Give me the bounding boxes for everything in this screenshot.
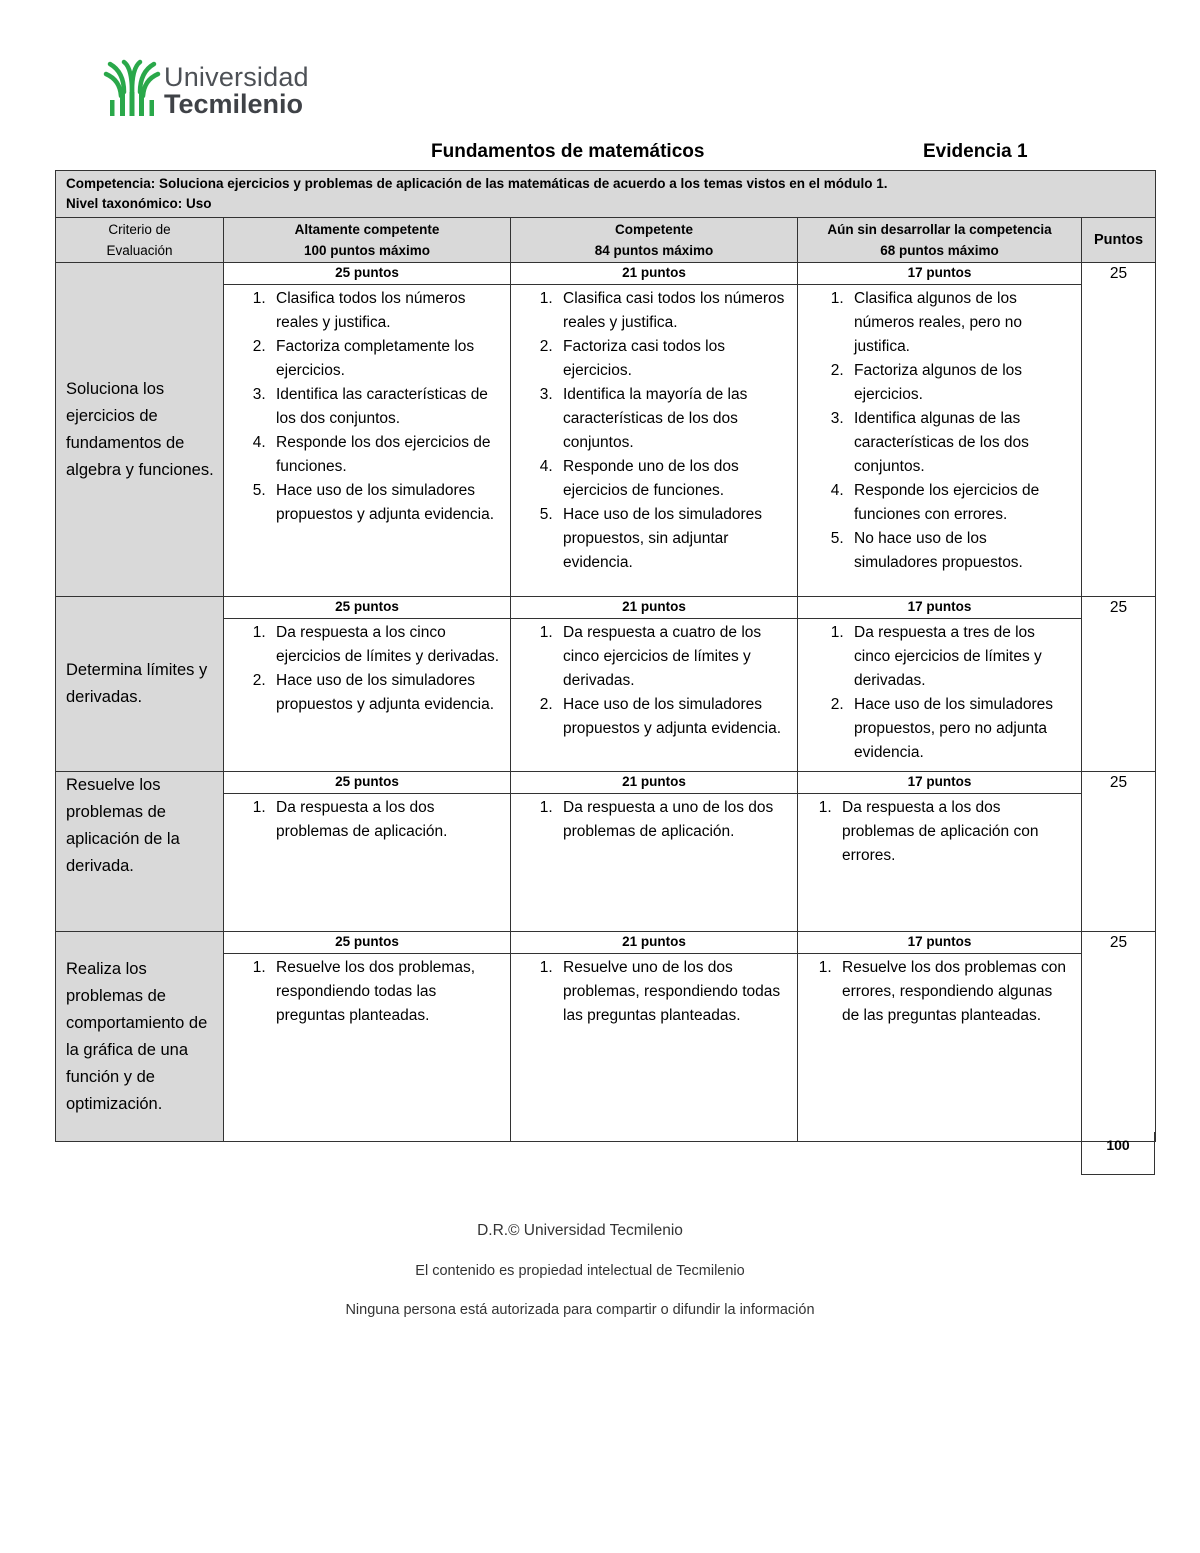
list-item: 5. Hace uso de los simuladores propuestos, sin adjuntar evidencia. [557, 503, 789, 575]
level-cell [798, 597, 1082, 772]
column-header-competent [511, 218, 798, 263]
list-item: 1. Da respuesta a tres de los cinco ejercicios de límites y derivadas. [848, 621, 1073, 693]
level-points: 25 puntos [224, 772, 510, 794]
level-cell [224, 932, 511, 1142]
list-item: 1. Da respuesta a los dos problemas de aplicación. [270, 796, 502, 844]
list-item: 4. Responde los dos ejercicios de funciones. [270, 431, 502, 479]
level-points: 17 puntos [798, 263, 1081, 285]
list-item: 1. Resuelve los dos problemas con errores, respondiendo algunas de las preguntas planteadas. [836, 956, 1073, 1028]
column-header-line: Evaluación [106, 243, 173, 258]
criterion-cell: Soluciona los ejercicios de fundamentos de algebra y funciones. [56, 263, 224, 597]
column-header-line: 100 puntos máximo [303, 243, 431, 258]
rubric-row [56, 263, 1156, 597]
list-item: 2. Hace uso de los simuladores propuestos, pero no adjunta evidencia. [848, 693, 1073, 765]
level-points: 21 puntos [511, 932, 797, 954]
column-header-line: Aún sin desarrollar la competencia [827, 222, 1052, 237]
competency-text: Competencia: Soluciona ejercicios y problemas de aplicación de las matemáticas de acuerdo a los temas vistos en el módulo 1. [66, 176, 888, 191]
list-item: 1. Clasifica algunos de los números reales, pero no justifica. [848, 287, 1073, 359]
footer-disclaimer: Ninguna persona está autorizada para compartir o difundir la información [345, 1302, 815, 1318]
column-header-line: 84 puntos máximo [594, 243, 714, 258]
level-points: 17 puntos [798, 597, 1081, 619]
list-item: 3. Identifica algunas de las características de los dos conjuntos. [848, 407, 1073, 479]
criterion-cell: Realiza los problemas de comportamiento de la gráfica de una función y de optimización. [56, 932, 224, 1142]
list-item: 2. Factoriza casi todos los ejercicios. [557, 335, 789, 383]
row-points: 25 [1082, 263, 1156, 597]
list-item: 1. Clasifica todos los números reales y justifica. [270, 287, 502, 335]
row-points: 25 [1082, 597, 1156, 772]
footer-ownership: El contenido es propiedad intelectual de Tecmilenio [415, 1263, 745, 1279]
level-points: 17 puntos [798, 932, 1081, 954]
column-header-line: Competente [614, 222, 693, 237]
document-title: Fundamentos de matemáticos [431, 141, 705, 162]
list-item: 1. Clasifica casi todos los números reales y justifica. [557, 287, 789, 335]
list-item: 1. Da respuesta a uno de los dos problemas de aplicación. [557, 796, 789, 844]
level-cell [511, 932, 798, 1142]
level-points: 25 puntos [224, 597, 510, 619]
level-points: 25 puntos [224, 263, 510, 285]
criteria-list [224, 619, 510, 723]
logo-text-universidad: Universidad [164, 62, 309, 92]
column-header-line: Criterio de [108, 222, 171, 237]
level-points: 21 puntos [511, 263, 797, 285]
level-cell [798, 263, 1082, 597]
rubric-row [56, 932, 1156, 1142]
evidence-label: Evidencia 1 [923, 141, 1028, 162]
list-item: 5. Hace uso de los simuladores propuestos y adjunta evidencia. [270, 479, 502, 527]
row-points: 25 [1082, 932, 1156, 1142]
list-item: 5. No hace uso de los simuladores propuestos. [848, 527, 1073, 575]
column-header-row [56, 218, 1156, 263]
level-cell [224, 772, 511, 932]
list-item: 1. Da respuesta a los dos problemas de aplicación con errores. [836, 796, 1073, 868]
list-item: 1. Resuelve los dos problemas, respondiendo todas las preguntas planteadas. [270, 956, 502, 1028]
column-header-criterion [56, 218, 224, 263]
criteria-list [798, 954, 1081, 1034]
column-header-points [1082, 218, 1156, 263]
list-item: 3. Identifica la mayoría de las características de los dos conjuntos. [557, 383, 789, 455]
criteria-list [511, 954, 797, 1034]
list-item: 1. Da respuesta a los cinco ejercicios de límites y derivadas. [270, 621, 502, 669]
list-item: 4. Responde uno de los dos ejercicios de funciones. [557, 455, 789, 503]
column-header-line: 68 puntos máximo [880, 243, 999, 258]
criterion-cell: Determina límites y derivadas. [56, 597, 224, 772]
list-item: 2. Hace uso de los simuladores propuestos y adjunta evidencia. [270, 669, 502, 717]
total-points: 100 [1081, 1132, 1155, 1175]
list-item: 4. Responde los ejercicios de funciones con errores. [848, 479, 1073, 527]
list-item: 2. Factoriza completamente los ejercicios. [270, 335, 502, 383]
level-points: 25 puntos [224, 932, 510, 954]
rubric-row [56, 772, 1156, 932]
criteria-list [224, 954, 510, 1034]
list-item: 2. Hace uso de los simuladores propuestos y adjunta evidencia. [557, 693, 789, 741]
row-points: 25 [1082, 772, 1156, 932]
column-header-line: Puntos [1093, 231, 1144, 248]
level-cell [798, 772, 1082, 932]
criteria-list [798, 285, 1081, 581]
column-header-highly-competent [224, 218, 511, 263]
column-header-line: Altamente competente [294, 222, 440, 237]
level-cell [511, 597, 798, 772]
competency-row [56, 171, 1156, 218]
rubric-table [55, 170, 1156, 1142]
university-logo [102, 58, 312, 120]
column-header-developing [798, 218, 1082, 263]
criteria-list [511, 285, 797, 581]
level-points: 21 puntos [511, 597, 797, 619]
level-points: 21 puntos [511, 772, 797, 794]
criterion-cell: Resuelve los problemas de aplicación de la derivada. [56, 772, 224, 932]
list-item: 1. Da respuesta a cuatro de los cinco ejercicios de límites y derivadas. [557, 621, 789, 693]
criteria-list [224, 794, 510, 850]
criteria-list [511, 794, 797, 850]
criteria-list [224, 285, 510, 533]
level-cell [511, 772, 798, 932]
list-item: 3. Identifica las características de los dos conjuntos. [270, 383, 502, 431]
level-cell [511, 263, 798, 597]
criteria-list [798, 619, 1081, 771]
rubric-row [56, 597, 1156, 772]
criteria-list [798, 794, 1081, 874]
level-points: 17 puntos [798, 772, 1081, 794]
level-cell [224, 263, 511, 597]
logo-text-tecmilenio: Tecmilenio [164, 89, 304, 119]
footer-copyright: D.R.© Universidad Tecmilenio [477, 1222, 683, 1239]
level-cell [224, 597, 511, 772]
criteria-list [511, 619, 797, 747]
level-cell [798, 932, 1082, 1142]
list-item: 2. Factoriza algunos de los ejercicios. [848, 359, 1073, 407]
tecmilenio-leaf-icon [102, 58, 162, 118]
taxonomic-level: Nivel taxonómico: Uso [66, 196, 212, 211]
list-item: 1. Resuelve uno de los dos problemas, respondiendo todas las preguntas planteadas. [557, 956, 789, 1028]
competency-cell [56, 171, 1156, 218]
